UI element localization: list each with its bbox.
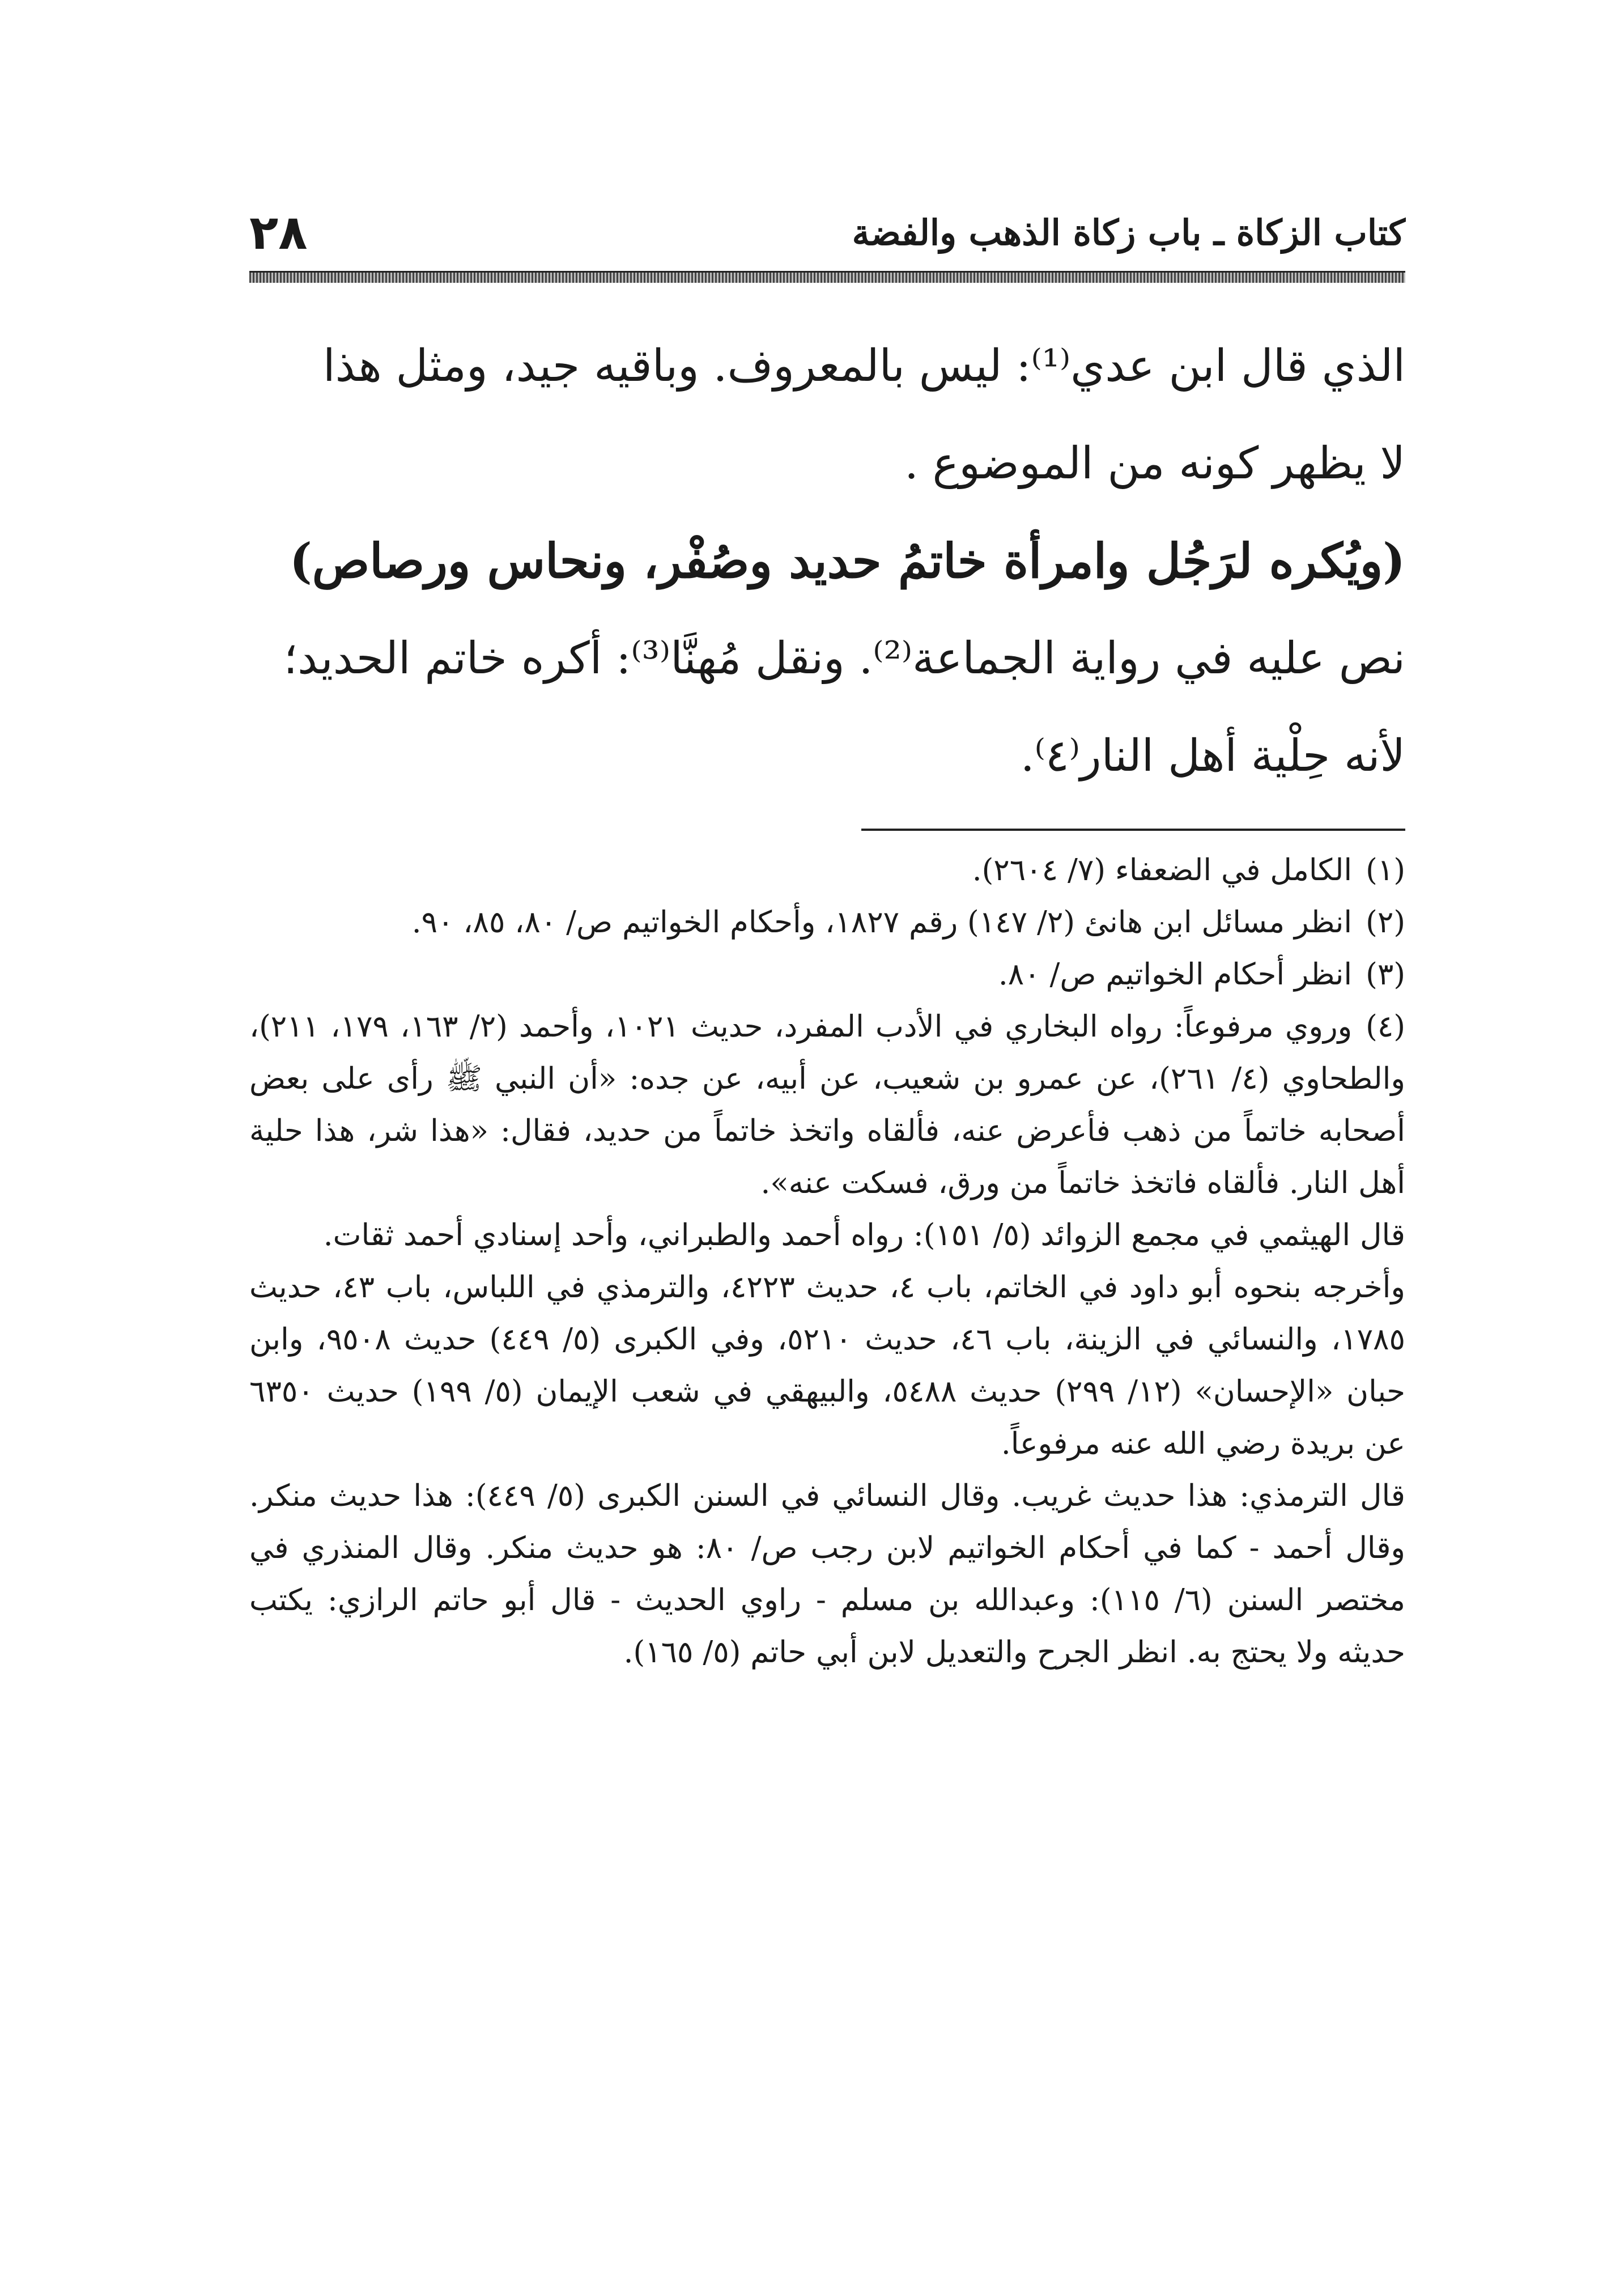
footnote-text: انظر أحكام الخواتيم ص/ ٨٠. <box>998 957 1353 992</box>
page-header <box>249 204 1405 272</box>
main-text <box>249 317 1405 805</box>
main-line: الذي قال ابن عدي⁽¹⁾: ليس بالمعروف. وباقيه جيد، ومثل هذا <box>323 341 1405 392</box>
main-line: نص عليه في رواية الجماعة⁽²⁾. ونقل مُهنَّا⁽³⁾: أكره خاتم الحديد؛ <box>283 633 1405 684</box>
footnote-4 <box>249 1001 1405 1209</box>
main-line: لأنه حِلْية أهل النار⁽٤⁾. <box>1020 731 1405 782</box>
footnote-2 <box>249 897 1405 949</box>
footnote-number: (٤) <box>1366 1009 1406 1044</box>
footnote-4-paragraph: قال الترمذي: هذا حديث غريب. وقال النسائي في السنن الكبرى (٥/ ٤٤٩): هذا حديث منكر. وقال أحمد - كما في أحكام الخواتيم لابن رجب ص/ ٨٠: هو حديث منكر. وقال المنذري في مختصر السنن (٦/ ١١٥): وعبدالله بن مسلم - راوي الحديث - قال أبو حاتم الرازي: يكتب حديثه ولا يحتج به. انظر الجرح والتعديل لابن أبي حاتم (٥/ ١٦٥). <box>249 1479 1406 1670</box>
header-divider <box>249 271 1405 283</box>
footnotes <box>249 844 1405 1679</box>
footnote-4-paragraph: وأخرجه بنحوه أبو داود في الخاتم، باب ٤، حديث ٤٢٢٣، والترمذي في اللباس، باب ٤٣، حديث ١٧٨٥، والنسائي في الزينة، باب ٤٦، حديث ٥٢١٠، وفي الكبرى (٥/ ٤٤٩) حديث ٩٥٠٨، وابن حبان «الإحسان» (١٢/ ٢٩٩) حديث ٥٤٨٨، والبيهقي في شعب الإيمان (٥/ ١٩٩) حديث ٦٣٥٠ عن بريدة رضي الله عنه مرفوعاً. <box>249 1270 1405 1461</box>
main-line: لا يظهر كونه من الموضوع . <box>904 438 1405 489</box>
footnote-text: وروي مرفوعاً: رواه البخاري في الأدب المفرد، حديث ١٠٢١، وأحمد (٢/ ١٦٣، ١٧٩، ٢١١)، والطحاوي (٤/ ٢٦١)، عن عمرو بن شعيب، عن أبيه، عن جده: «أن النبي ﷺ رأى على بعض أصحابه خاتماً من ذهب فأعرض عنه، فألقاه واتخذ خاتماً من حديد، فقال: «هذا شر، هذا حلية أهل النار. فألقاه فاتخذ خاتماً من ورق، فسكت عنه». <box>249 1009 1405 1200</box>
footnote-text: انظر مسائل ابن هانئ (٢/ ١٤٧) رقم ١٨٢٧، وأحكام الخواتيم ص/ ٨٠، ٨٥، ٩٠. <box>411 905 1353 940</box>
footnote-text: الكامل في الضعفاء (٧/ ٢٦٠٤). <box>972 853 1353 888</box>
running-title: كتاب الزكاة ـ باب زكاة الذهب والفضة <box>852 212 1405 253</box>
footnote-4-paragraph: قال الهيثمي في مجمع الزوائد (٥/ ١٥١): رواه أحمد والطبراني، وأحد إسنادي أحمد ثقات. <box>323 1218 1405 1252</box>
section-heading: (ويُكره لرَجُل وامرأة خاتمُ حديد وصُفْر، ونحاس ورصاص) <box>290 533 1405 589</box>
footnote-1 <box>249 844 1405 897</box>
footnote-divider <box>861 829 1405 831</box>
footnote-3 <box>249 949 1405 1001</box>
page-number: ٢٨ <box>249 205 308 260</box>
footnote-number: (٢) <box>1366 905 1405 940</box>
footnote-number: (٣) <box>1366 957 1405 992</box>
footnote-number: (١) <box>1366 853 1405 888</box>
